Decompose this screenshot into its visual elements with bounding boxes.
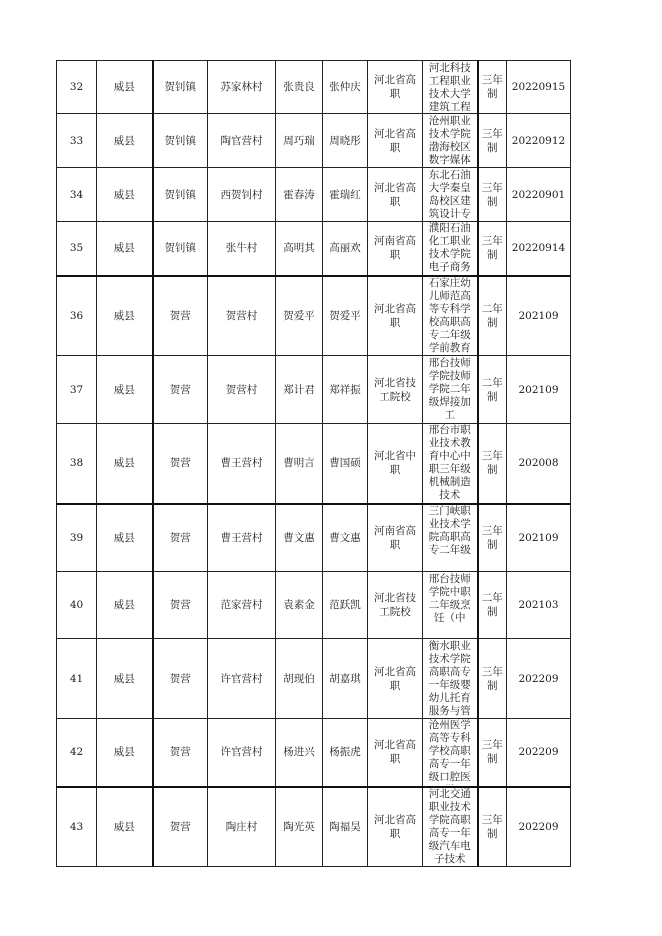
cell-no: [57, 276, 97, 356]
cell-town: [153, 276, 208, 356]
cell-school: [423, 114, 478, 168]
date-text: 202209: [518, 746, 559, 759]
cell-village: [208, 276, 276, 356]
cell-student: [323, 276, 368, 356]
cell-parent: [276, 356, 323, 424]
village-text: 范家营村: [220, 599, 263, 611]
cell-village: [208, 572, 276, 639]
date-text: 202008: [518, 457, 559, 470]
cell-town: [153, 222, 208, 276]
parent-text: 曹文惠: [283, 531, 315, 544]
school-text: 濮阳石油化工职业技术学院电子商务: [428, 222, 471, 274]
cell-years: [478, 504, 507, 572]
cell-type: [368, 356, 423, 424]
cell-town: [153, 424, 208, 504]
cell-parent: [276, 639, 323, 719]
county-text: 威县: [113, 746, 135, 759]
town-text: 贺营: [169, 820, 191, 833]
cell-school: [423, 356, 478, 424]
cell-school: [423, 222, 478, 276]
cell-years: [478, 168, 507, 222]
county-text: 威县: [113, 188, 135, 201]
county-text: 威县: [113, 134, 135, 147]
no-text: 37: [69, 383, 84, 396]
cell-years: [478, 356, 507, 424]
cell-village: [208, 504, 276, 572]
type-text: 河北省高职: [374, 127, 416, 154]
town-text: 贺营: [169, 531, 191, 544]
student-text: 胡嘉琪: [329, 672, 361, 685]
type-text: 河北省高职: [374, 181, 416, 208]
school-text: 河北交通职业技术学院高职高专一年级汽车电子技术: [428, 787, 471, 865]
village-text: 陶庄村: [225, 820, 258, 833]
parent-text: 周巧瑞: [283, 134, 315, 147]
cell-student: [323, 114, 368, 168]
cell-town: [153, 61, 208, 114]
parent-text: 陶光英: [283, 820, 315, 833]
school-text: 三门峡职业技术学院高职高专二年级: [428, 504, 471, 556]
years-text: 三年制: [481, 739, 503, 766]
table-row: [57, 639, 571, 719]
school-text: 沧州职业技术学院渤海校区数字媒体: [428, 114, 471, 166]
town-text: 贺营: [169, 383, 191, 396]
town-text: 贺营: [169, 309, 191, 322]
school-text: 邢台技师学院技师学院二年级焊接加工: [428, 356, 471, 421]
parent-text: 贺爱平: [283, 309, 315, 322]
parent-text: 高明其: [283, 242, 315, 255]
type-text: 河南省高职: [374, 235, 416, 262]
years-text: 三年制: [481, 524, 503, 551]
no-text: 40: [69, 599, 84, 611]
cell-town: [153, 719, 208, 787]
cell-no: [57, 114, 97, 168]
cell-parent: [276, 222, 323, 276]
cell-student: [323, 504, 368, 572]
cell-county: [97, 356, 153, 424]
cell-parent: [276, 276, 323, 356]
school-text: 石家庄幼儿师范高等专科学校高职高专二年级学前教育: [428, 276, 471, 354]
school-text: 邢台技师学院中职二年级烹饪（中: [428, 572, 471, 624]
village-text: 贺营村: [225, 383, 258, 396]
cell-no: [57, 168, 97, 222]
village-text: 张牛村: [225, 242, 258, 255]
cell-date: [507, 639, 571, 719]
cell-parent: [276, 114, 323, 168]
cell-village: [208, 222, 276, 276]
cell-years: [478, 639, 507, 719]
cell-county: [97, 719, 153, 787]
cell-no: [57, 639, 97, 719]
table-row: [57, 61, 571, 114]
years-text: 三年制: [481, 74, 503, 100]
cell-parent: [276, 787, 323, 867]
cell-school: [423, 639, 478, 719]
cell-date: [507, 61, 571, 114]
county-text: 威县: [113, 531, 135, 544]
cell-parent: [276, 61, 323, 114]
cell-date: [507, 168, 571, 222]
school-text: 沧州医学高等专科学校高职高专一年级口腔医: [428, 719, 471, 784]
table-row: [57, 168, 571, 222]
cell-years: [478, 719, 507, 787]
years-text: 三年制: [481, 235, 503, 262]
student-text: 曹国硕: [329, 457, 361, 470]
student-text: 高丽欢: [329, 242, 361, 255]
county-text: 威县: [113, 457, 135, 470]
cell-type: [368, 61, 423, 114]
table-row: [57, 114, 571, 168]
table-row: [57, 424, 571, 504]
table-row: [57, 356, 571, 424]
county-text: 威县: [113, 242, 135, 255]
date-text: 202109: [518, 383, 559, 396]
school-text: 衡水职业技术学院高职高专一年级婴幼儿托育服务与管: [428, 639, 471, 717]
town-text: 贺钊镇: [164, 242, 196, 255]
cell-no: [57, 572, 97, 639]
years-text: 三年制: [481, 127, 503, 154]
cell-town: [153, 168, 208, 222]
cell-years: [478, 424, 507, 504]
cell-no: [57, 61, 97, 114]
cell-years: [478, 572, 507, 639]
cell-parent: [276, 572, 323, 639]
cell-years: [478, 787, 507, 867]
village-text: 曹王营村: [220, 531, 263, 544]
town-text: 贺营: [169, 457, 191, 470]
cell-village: [208, 787, 276, 867]
village-text: 陶官营村: [220, 134, 263, 147]
date-text: 202209: [518, 820, 559, 833]
table-row: [57, 504, 571, 572]
table-row: [57, 719, 571, 787]
county-text: 威县: [113, 820, 135, 833]
town-text: 贺营: [169, 599, 191, 611]
parent-text: 袁素金: [283, 599, 315, 611]
cell-type: [368, 222, 423, 276]
cell-town: [153, 787, 208, 867]
cell-no: [57, 222, 97, 276]
student-text: 贺爱平: [329, 309, 361, 322]
cell-type: [368, 787, 423, 867]
parent-text: 胡现伯: [283, 672, 315, 685]
village-text: 曹王营村: [220, 457, 263, 470]
no-text: 43: [69, 820, 84, 833]
cell-type: [368, 276, 423, 356]
table-row: [57, 222, 571, 276]
no-text: 38: [69, 457, 84, 470]
cell-no: [57, 787, 97, 867]
cell-village: [208, 61, 276, 114]
cell-town: [153, 504, 208, 572]
cell-village: [208, 639, 276, 719]
type-text: 河南省高职: [374, 524, 416, 551]
county-text: 威县: [113, 383, 135, 396]
cell-county: [97, 168, 153, 222]
cell-type: [368, 572, 423, 639]
cell-school: [423, 424, 478, 504]
student-text: 郑祥振: [329, 383, 361, 396]
cell-parent: [276, 168, 323, 222]
student-text: 曹文惠: [329, 531, 361, 544]
cell-student: [323, 222, 368, 276]
years-text: 三年制: [481, 450, 503, 477]
type-text: 河北省高职: [374, 74, 416, 100]
cell-student: [323, 639, 368, 719]
cell-no: [57, 356, 97, 424]
cell-parent: [276, 719, 323, 787]
type-text: 河北省高职: [374, 665, 416, 692]
cell-date: [507, 424, 571, 504]
cell-date: [507, 114, 571, 168]
cell-date: [507, 222, 571, 276]
school-text: 河北科技工程职业技术大学建筑工程: [428, 61, 471, 113]
date-text: 202209: [518, 672, 559, 685]
town-text: 贺钊镇: [164, 188, 196, 201]
cell-county: [97, 787, 153, 867]
date-text: 20220914: [511, 242, 566, 255]
county-text: 威县: [113, 672, 135, 685]
cell-date: [507, 719, 571, 787]
school-text: 东北石油大学秦皇岛校区建筑设计专: [428, 168, 471, 220]
cell-school: [423, 61, 478, 114]
cell-type: [368, 504, 423, 572]
cell-village: [208, 356, 276, 424]
town-text: 贺营: [169, 672, 191, 685]
no-text: 32: [69, 81, 84, 93]
no-text: 34: [69, 188, 84, 201]
cell-years: [478, 276, 507, 356]
cell-years: [478, 61, 507, 114]
student-text: 周晓彤: [329, 134, 361, 147]
type-text: 河北省高职: [374, 302, 416, 329]
cell-type: [368, 114, 423, 168]
student-text: 陶福昊: [329, 820, 361, 833]
cell-student: [323, 61, 368, 114]
cell-student: [323, 719, 368, 787]
school-text: 邢台市职业技术教育中心中职三年级机械制造技术: [428, 424, 471, 502]
cell-school: [423, 787, 478, 867]
table-row: [57, 572, 571, 639]
town-text: 贺钊镇: [164, 81, 196, 93]
date-text: 20220912: [511, 134, 566, 147]
no-text: 36: [69, 309, 84, 322]
cell-town: [153, 639, 208, 719]
cell-years: [478, 114, 507, 168]
cell-student: [323, 572, 368, 639]
town-text: 贺钊镇: [164, 134, 196, 147]
no-text: 33: [69, 134, 84, 147]
cell-school: [423, 504, 478, 572]
cell-county: [97, 276, 153, 356]
no-text: 42: [69, 746, 84, 759]
no-text: 41: [69, 672, 84, 685]
cell-type: [368, 639, 423, 719]
date-text: 202109: [518, 531, 559, 544]
cell-date: [507, 787, 571, 867]
type-text: 河北省高职: [374, 813, 416, 840]
student-text: 张仲庆: [329, 81, 361, 93]
student-text: 范跃凯: [329, 599, 361, 611]
cell-county: [97, 572, 153, 639]
cell-school: [423, 276, 478, 356]
cell-no: [57, 719, 97, 787]
no-text: 39: [69, 531, 84, 544]
date-text: 20220915: [511, 81, 566, 93]
years-text: 二年制: [481, 592, 503, 618]
type-text: 河北省中职: [374, 450, 416, 477]
cell-town: [153, 572, 208, 639]
cell-school: [423, 168, 478, 222]
cell-county: [97, 424, 153, 504]
village-text: 许官营村: [220, 672, 263, 685]
town-text: 贺营: [169, 746, 191, 759]
cell-student: [323, 168, 368, 222]
cell-county: [97, 222, 153, 276]
type-text: 河北省高职: [374, 739, 416, 766]
parent-text: 曹明言: [283, 457, 315, 470]
cell-student: [323, 787, 368, 867]
date-text: 20220901: [511, 188, 566, 201]
cell-county: [97, 639, 153, 719]
cell-village: [208, 719, 276, 787]
cell-village: [208, 114, 276, 168]
no-text: 35: [69, 242, 84, 255]
county-text: 威县: [113, 309, 135, 322]
parent-text: 张贵良: [283, 81, 315, 93]
village-text: 苏家林村: [220, 81, 263, 93]
village-text: 西贺钊村: [220, 188, 263, 201]
date-text: 202103: [518, 599, 559, 611]
parent-text: 霍春涛: [283, 188, 315, 201]
cell-date: [507, 504, 571, 572]
data-table: [56, 60, 571, 867]
cell-county: [97, 504, 153, 572]
student-text: 杨振虎: [329, 746, 361, 759]
cell-school: [423, 572, 478, 639]
table-row: [57, 276, 571, 356]
village-text: 贺营村: [225, 309, 258, 322]
cell-parent: [276, 424, 323, 504]
cell-date: [507, 572, 571, 639]
cell-date: [507, 356, 571, 424]
county-text: 威县: [113, 81, 135, 93]
years-text: 三年制: [481, 813, 503, 840]
cell-no: [57, 504, 97, 572]
cell-town: [153, 356, 208, 424]
parent-text: 郑计君: [283, 383, 315, 396]
cell-type: [368, 719, 423, 787]
cell-student: [323, 356, 368, 424]
cell-village: [208, 424, 276, 504]
cell-village: [208, 168, 276, 222]
cell-county: [97, 61, 153, 114]
cell-student: [323, 424, 368, 504]
student-text: 霍瑞红: [329, 188, 361, 201]
type-text: 河北省技工院校: [374, 592, 416, 618]
cell-town: [153, 114, 208, 168]
years-text: 三年制: [481, 181, 503, 208]
village-text: 许官营村: [220, 746, 263, 759]
table-row: [57, 787, 571, 867]
cell-type: [368, 424, 423, 504]
parent-text: 杨进兴: [283, 746, 315, 759]
years-text: 二年制: [481, 302, 503, 329]
years-text: 三年制: [481, 665, 503, 692]
cell-type: [368, 168, 423, 222]
type-text: 河北省技工院校: [374, 376, 416, 403]
cell-parent: [276, 504, 323, 572]
cell-no: [57, 424, 97, 504]
cell-date: [507, 276, 571, 356]
county-text: 威县: [113, 599, 135, 611]
cell-school: [423, 719, 478, 787]
date-text: 202109: [518, 309, 559, 322]
cell-county: [97, 114, 153, 168]
years-text: 二年制: [481, 376, 503, 403]
cell-years: [478, 222, 507, 276]
